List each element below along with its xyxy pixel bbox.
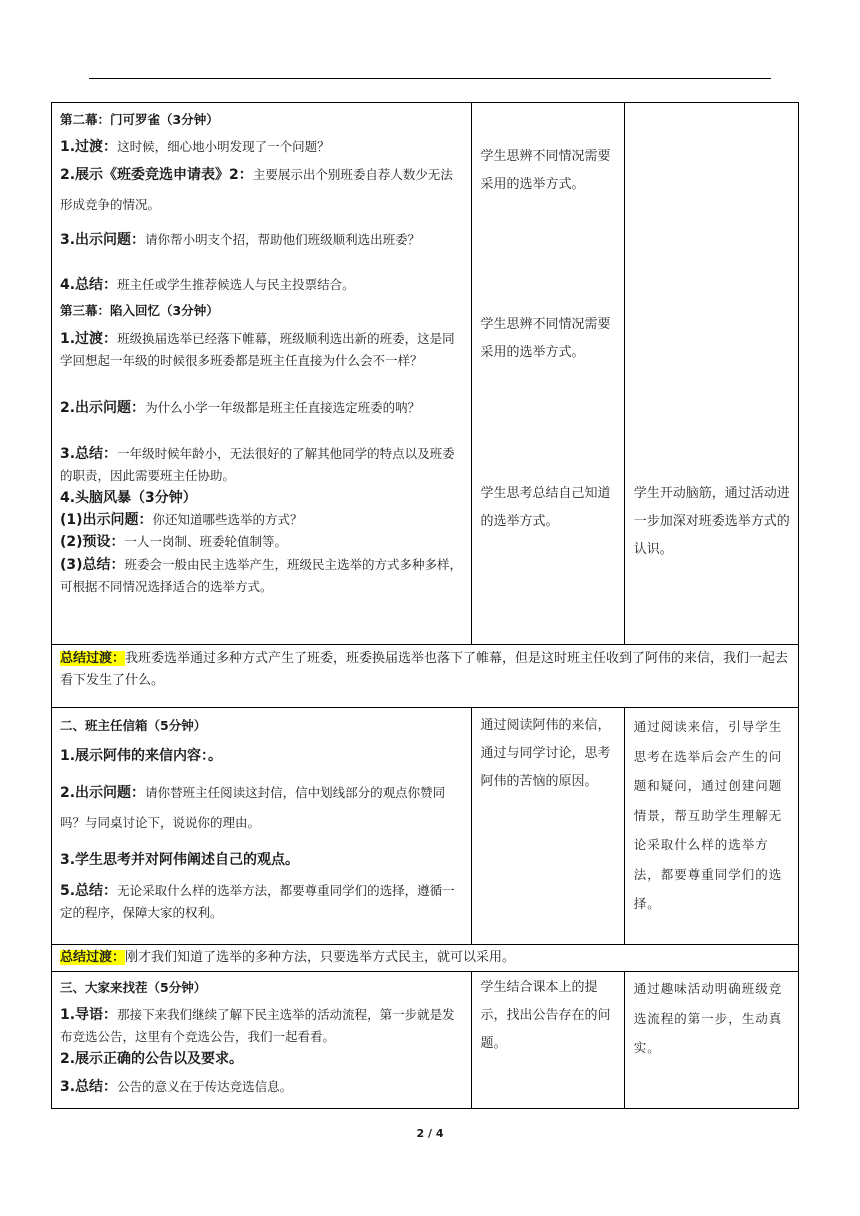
scene3-step1: 1.过渡：班级换届选举已经落下帷幕，班级顺利选出新的班委，这是同学回想起一年级的时候很多班委都是班主任直接为什么会不一样？	[60, 331, 455, 368]
scene3-step4: 4.头脑风暴（3分钟）	[60, 490, 197, 506]
table-row	[52, 645, 799, 708]
design-intent-cell	[624, 103, 798, 645]
student-activity-text: 学生思辨不同情况需要采用的选举方式。	[480, 317, 611, 360]
student-activity-text: 学生思辨不同情况需要采用的选举方式。	[480, 149, 611, 192]
scene3-q1: (1)出示问题：你还知道哪些选举的方式？	[60, 512, 303, 528]
scene3-q2: (2)预设：一人一岗制、班委轮值制等。	[60, 534, 288, 550]
scene3-q3: (3)总结：班委会一般由民主选举产生，班级民主选举的方式多种多样，可根据不同情况选择适合的选举方式。	[60, 557, 463, 594]
header-rule	[89, 78, 771, 79]
design-intent-text: 通过阅读来信，引导学生思考在选举后会产生的问题和疑问，通过创建问题情景，帮互助学生理解无论采取什么样的选举方法，都要尊重同学们的选择。	[633, 719, 783, 911]
scene2-step1: 1.过渡：这时候，细心地小明发现了一个问题？	[60, 139, 330, 155]
transition-cell	[52, 645, 799, 708]
activity-cell	[52, 103, 472, 645]
table-row	[52, 972, 799, 1109]
design-intent-cell	[624, 972, 798, 1109]
student-activity-text: 学生结合课本上的提示，找出公告存在的问题。	[480, 980, 611, 1051]
design-intent-text: 学生开动脑筋，通过活动进一步加深对班委选举方式的认识。	[633, 486, 790, 557]
student-activity-cell	[471, 708, 624, 945]
part2-step3: 3.学生思考并对阿伟阐述自己的观点。	[60, 852, 300, 868]
part3-heading: 三、大家来找茬（5分钟）	[60, 980, 207, 995]
page-number: 2 / 4	[416, 1127, 444, 1140]
activity-cell	[52, 972, 472, 1109]
scene3-heading: 第三幕：陷入回忆（3分钟）	[60, 303, 219, 318]
part2-step1: 1.展示阿伟的来信内容：。	[60, 748, 223, 764]
transition-text: 总结过渡：我班委选举通过多种方式产生了班委，班委换届选举也落下了帷幕，但是这时班主任收到了阿伟的来信，我们一起去看下发生了什么。	[60, 651, 789, 688]
part2-step2: 2.出示问题：请你替班主任阅读这封信，信中划线部分的观点你赞同吗？与同桌讨论下，说说你的理由。	[60, 785, 446, 830]
student-activity-text: 学生思考总结自己知道的选举方式。	[480, 486, 611, 529]
table-row	[52, 103, 799, 645]
table-row	[52, 945, 799, 972]
part3-step1: 1.导语：那接下来我们继续了解下民主选举的活动流程，第一步就是发布竞选公告，这里有个竞选公告，我们一起看看。	[60, 1007, 455, 1044]
design-intent-text: 通过趣味活动明确班级竞选流程的第一步，生动真实。	[633, 981, 783, 1055]
scene2-step4: 4.总结：班主任或学生推荐候选人与民主投票结合。	[60, 277, 355, 293]
scene2-step2: 2.展示《班委竞选申请表》2：主要展示出个别班委自荐人数少无法形成竞争的情况。	[60, 167, 453, 212]
activity-cell	[52, 708, 472, 945]
scene3-step2: 2.出示问题：为什么小学一年级都是班主任直接选定班委的呐？	[60, 400, 421, 416]
student-activity-cell	[471, 103, 624, 645]
design-intent-cell	[624, 708, 798, 945]
part3-step3: 3.总结：公告的意义在于传达竞选信息。	[60, 1079, 293, 1095]
scene3-step3: 3.总结：一年级时候年龄小，无法很好的了解其他同学的特点以及班委的职责，因此需要班主任协助。	[60, 446, 455, 483]
scene2-heading: 第二幕：门可罗雀（3分钟）	[60, 112, 219, 127]
transition-cell	[52, 945, 799, 972]
part2-step5: 5.总结：无论采取什么样的选举方法，都要尊重同学们的选择，遵循一定的程序，保障大家的权利。	[60, 883, 455, 920]
scene2-step3: 3.出示问题：请你帮小明支个招，帮助他们班级顺利选出班委？	[60, 232, 421, 248]
transition-text: 总结过渡：刚才我们知道了选举的多种方法，只要选举方式民主，就可以采用。	[60, 950, 516, 965]
student-activity-cell	[471, 972, 624, 1109]
table-row	[52, 708, 799, 945]
part3-step2: 2.展示正确的公告以及要求。	[60, 1051, 244, 1067]
part2-heading: 二、班主任信箱（5分钟）	[60, 718, 207, 733]
student-activity-text: 通过阅读阿伟的来信，通过与同学讨论，思考阿伟的苦恼的原因。	[480, 718, 611, 789]
lesson-plan-table	[51, 102, 799, 1109]
